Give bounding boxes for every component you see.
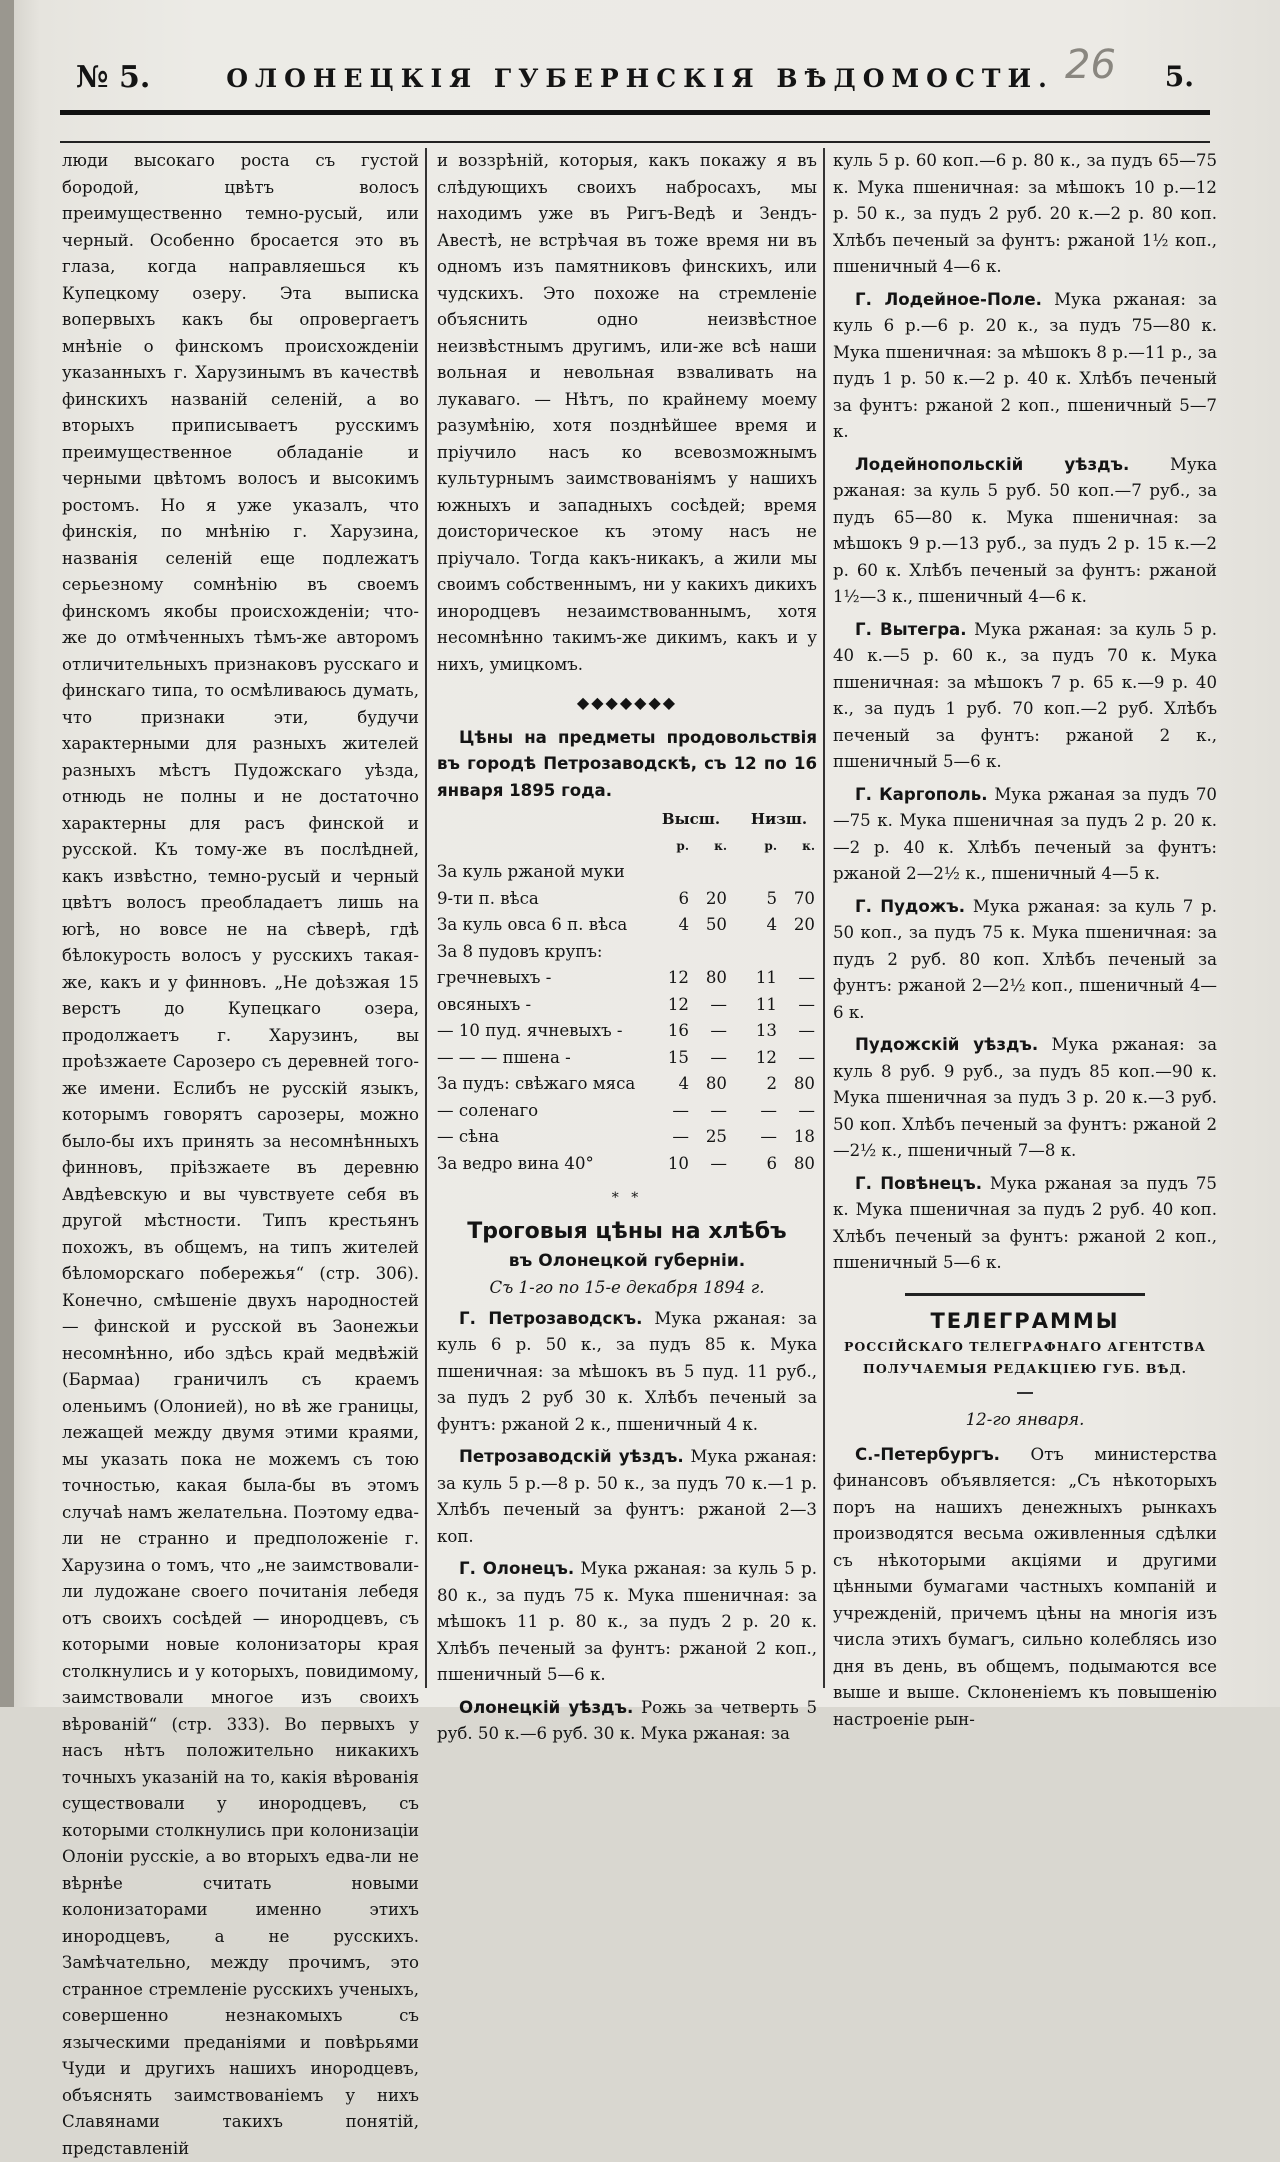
price-high-rub: 16: [667, 1021, 689, 1040]
entry-place: Г. Лодейное-Поле.: [855, 289, 1042, 309]
price-high-kop: 50: [705, 915, 727, 934]
entry-place: Г. Пудожъ.: [855, 896, 966, 916]
price-high-kop: —: [710, 1100, 727, 1120]
price-row: [437, 1098, 817, 1125]
price-high-rub: 4: [678, 915, 689, 934]
price-entry: [437, 1695, 817, 1748]
price-high-kop: —: [710, 1047, 727, 1067]
price-item: гречневыхъ -: [437, 968, 552, 987]
telegram-entry: [833, 1442, 1217, 1734]
price-high-rub: —: [672, 1127, 689, 1146]
price-low-rub: 2: [766, 1074, 777, 1093]
price-low-rub: 4: [766, 915, 777, 934]
entry-place: Г. Петрозаводскъ.: [459, 1308, 643, 1328]
price-row: [437, 939, 817, 966]
entry-place: Пудожскій уѣздъ.: [855, 1035, 1039, 1054]
newspaper-title: ОЛОНЕЦКІЯ ГУБЕРНСКІЯ ВѢДОМОСТИ.: [226, 64, 1054, 93]
trade-prices-subtitle: въ Олонецкой губерніи.: [508, 1250, 746, 1271]
entry-place: Петрозаводскій уѣздъ.: [459, 1447, 684, 1466]
price-gap: [729, 1045, 741, 1072]
price-entry: [833, 782, 1217, 888]
column-2: [437, 148, 817, 1754]
telegram-place: С.-Петербургъ.: [855, 1444, 1000, 1464]
prices-table: [437, 806, 817, 1177]
price-low-rub: [741, 939, 779, 966]
entry-text: куль 5 р. 60 коп.—6 р. 80 к., за пудъ 65—75 к. Мука пшеничная: за мѣшокъ 10 р.—12 р. 50 к., за пудъ 2 руб. 20 к.—2 р. 80 коп. Хлѣбъ печеный за фунтъ: ржаной 1½ коп., пшеничный 4—6 к.: [833, 151, 1217, 276]
price-high-kop: 80: [705, 968, 727, 987]
telegrams-date: 12-го января.: [965, 1409, 1085, 1429]
price-item: 9-ти п. вѣса: [437, 888, 539, 908]
price-high-rub: [653, 859, 691, 886]
trade-prices-title: Троговыя цѣны на хлѣбъ: [467, 1218, 787, 1244]
binding-spine: [0, 0, 14, 1707]
price-low-kop: —: [798, 1021, 815, 1040]
price-item: За пудъ: свѣжаго мяса: [437, 1074, 636, 1093]
price-low-rub: 5: [766, 888, 777, 908]
price-low-rub: —: [760, 1127, 777, 1146]
entry-text: Мука ржаная: за куль 5 р.—8 р. 50 к., за пудъ 70 к.—1 р. Хлѣбъ печеный за фунтъ: ржаной 2—3 коп.: [437, 1447, 817, 1546]
price-low-kop: 20: [793, 915, 815, 934]
price-row: [437, 1124, 817, 1151]
price-row: [437, 912, 817, 939]
telegrams-title: ТЕЛЕГРАММЫ: [930, 1308, 1120, 1333]
header-rule-thick: [60, 110, 1210, 115]
price-gap: [729, 1071, 741, 1098]
entry-place: Г. Повѣнецъ.: [855, 1173, 982, 1193]
price-entry: [437, 1444, 817, 1550]
telegram-text: Отъ министерства финансовъ объявляется: „Съ нѣкоторыхъ поръ на нашихъ денежныхъ рынкахъ производятся весьма оживленныя сдѣлки съ нѣкоторыми акціями и другими цѣнными бумагами частныхъ компаній и учрежденій, причемъ цѣны на многія изъ числа этихъ бумагъ, сильно колеблясь изо дня въ день, въ общемъ, подымаются все выше и выше. Склоненіемъ къ повышенію настроеніе рын-: [833, 1444, 1218, 1729]
article-paragraph: люди высокаго роста съ густой бородой, цвѣтъ волосъ преимущественно темно-русый, или черный. Особенно бросается это въ глаза, когда направляешься къ Купецкому озеру. Эта выписка вопервыхъ какъ бы опровергаетъ мнѣніе о финскомъ происхожденіи указанныхъ г. Харузинымъ въ качествѣ финскихъ названій селеній, а во вторыхъ приписываетъ русскимъ преимущественное обладаніе и черными цвѣтомъ волосъ и высокимъ ростомъ. Но я уже указалъ, что финскія, по мнѣнію г. Харузина, названія селеній еще подлежатъ серьезному сомнѣнію въ своемъ финскомъ якобы происхожденіи; что-же до отмѣченныхъ тѣмъ-же авторомъ отличительныхъ признаковъ русскаго и финскаго типа, то осмѣливаюсь думать, что признаки эти, будучи характерными для разныхъ жителей разныхъ мѣстъ Пудожскаго уѣзда, отнюдь не полны и не достаточно характерны для расъ финской и русской. Къ тому-же въ послѣдней, какъ извѣстно, темно-русый и черный цвѣтъ волосъ преобладаетъ лишь на югѣ, но вовсе не на сѣверѣ, гдѣ бѣлокурость волосъ у русскихъ такая-же, какъ и у финновъ. „Не доѣзжая 15 верстъ до Купецкаго озера, продолжаетъ г. Харузинъ, вы проѣзжаете Сарозеро съ деревней того-же имени. Еслибъ не русскій языкъ, которымъ говорятъ сарозеры, можно было-бы ихъ принять за несомнѣнныхъ финновъ, пріѣзжаете въ деревню Авдѣевскую и вы чувствуете себя въ другой мѣстности. Типъ крестьянъ похожъ, въ общемъ, на типъ жителей бѣломорскаго побережья“ (стр. 306). Конечно, смѣшеніе двухъ народностей — финской и русской въ Заонежьи несомнѣнно, ибо здѣсь край медвѣжій (Бармаа) граничилъ съ краемъ оленьимъ (Олонией), но вѣ же границы, лежащей между двумя этими краями, мы указать пока не можемъ съ тою точностью, какая была-бы въ этомъ случаѣ намъ желательна. Поэтому едва-ли не странно и предположеніе г. Харузина о томъ, что „не заимствовали-ли лудожане своего почитанія лебедя отъ своихъ сосѣдей — инородцевъ, съ которыми новые колонизаторы края столкнулись и у которыхъ, повидимому, заимствовали многое изъ своихъ вѣрованій“ (стр. 333). Во первыхъ у насъ нѣтъ положительно никакихъ точныхъ указаній на то, какія вѣрованія существовали у инородцевъ, съ которыми столкнулись при колонизаціи Олоніи русскіе, а во вторыхъ едва-ли не вѣрнѣе считать новыми колонизаторами именно этихъ инородцевъ, а не русскихъ. Замѣчательно, между прочимъ, это странное стремленіе русскихъ ученыхъ, совершенно незнакомыхъ съ языческими преданіями и повѣрьями Чуди и другихъ нашихъ инородцевъ, объяснять заимствованіемъ у нихъ Славянами такихъ понятій, представленій: [62, 151, 419, 2158]
price-low-kop: 80: [793, 1074, 815, 1093]
entry-text: Мука ржаная: за куль 5 р. 80 к., за пудъ 75 к. Мука пшеничная: за мѣшокъ 11 р. 80 к., за пудъ 2 р. 20 к. Хлѣбъ печеный за фунтъ: ржаной 2 коп., пшеничный 5—6 к.: [437, 1559, 817, 1684]
page-number: 5.: [1164, 60, 1194, 93]
price-low-rub: —: [760, 1100, 777, 1120]
entry-place: Г. Олонецъ.: [459, 1559, 575, 1578]
price-entry: [833, 1032, 1217, 1165]
price-low-rub: [741, 859, 779, 886]
price-item: — — — пшена -: [437, 1047, 571, 1067]
column-1: [62, 148, 419, 2162]
entry-text: Мука ржаная за пудъ 75 к. Мука пшеничная за пудъ 2 руб. 40 коп. Хлѣбъ печеный за фунтъ: ржаной 2 коп., пшеничный 5—6 к.: [833, 1173, 1217, 1272]
price-high-rub: 10: [667, 1153, 689, 1173]
article-paragraph: и воззрѣній, которыя, какъ покажу я въ слѣдующихъ своихъ набросахъ, мы находимъ уже въ Ригъ-Ведѣ и Зендъ-Авестѣ, не встрѣчая въ тоже время ни въ одномъ изъ памятниковъ финскихъ, или чудскихъ. Это похоже на стремленіе объяснить одно неизвѣстное неизвѣстнымъ другимъ, или-же всѣ наши вольная и невольная взваливать на лукаваго. — Нѣтъ, по крайнему моему разумѣнію, хотя позднѣйшее время и пріучило насъ ко всевозможнымъ культурнымъ заимствованіямъ у нашихъ южныхъ и западныхъ сосѣдей; время доисторическое къ этому насъ не пріучало. Тогда какъ-никакъ, а жили мы своимъ собственнымъ, ни у какихъ дикихъ инородцевъ незаимствованнымъ, хотя несомнѣнно такимъ-же дикимъ, какъ и у нихъ, умицкомъ.: [437, 151, 817, 674]
entry-text: Мука ржаная за пудъ 70—75 к. Мука пшеничная за пудъ 2 р. 20 к.—2 р. 40 к. Хлѣбъ печеный за фунтъ: ржаной 2—2½ к., пшеничный 4—5 к.: [833, 784, 1217, 883]
entry-place: Лодейнопольскій уѣздъ.: [855, 454, 1130, 474]
price-high-rub: 6: [678, 888, 689, 908]
entry-text: Мука ржаная: за куль 7 р. 50 коп., за пудъ 75 к. Мука пшеничная: за пудъ 2 руб. 80 коп. Хлѣбъ печеный за фунтъ: ржаной 2—2½ коп., пшеничный 4—6 к.: [833, 896, 1217, 1022]
section-stars: * *: [611, 1190, 643, 1206]
price-gap: [729, 992, 741, 1019]
price-gap: [729, 1098, 741, 1125]
column-divider-2: [823, 148, 825, 1688]
price-row: [437, 1018, 817, 1045]
entry-place: Г. Вытегра.: [855, 619, 967, 639]
price-high-kop: —: [710, 1153, 727, 1173]
price-low-kop: [779, 939, 817, 966]
price-entry: [833, 617, 1217, 776]
entry-text: Мука ржаная: за куль 6 р.—6 р. 20 к., за пудъ 75—80 к. Мука пшеничная: за мѣшокъ 8 р.—11 р., за пудъ 1 р. 50 к.—2 р. 40 к. Хлѣбъ печеный за фунтъ: ржаной 2 коп., пшеничный 5—7 к.: [833, 289, 1218, 441]
price-gap: [729, 859, 741, 886]
price-low-kop: 70: [793, 888, 815, 908]
price-gap: [729, 1124, 741, 1151]
price-row: [437, 859, 817, 886]
unit-rub: р.: [764, 838, 777, 853]
price-row: [437, 992, 817, 1019]
price-row: [437, 886, 817, 913]
price-entry: [833, 452, 1217, 611]
header-low: Низш.: [750, 810, 808, 828]
price-row: [437, 1151, 817, 1178]
price-row: [437, 1071, 817, 1098]
entry-text: Рожь за четверть 5 руб. 50 к.—6 руб. 30 к. Мука ржаная: за: [437, 1697, 817, 1743]
column-divider-1: [425, 148, 427, 1688]
entry-text: Мука ржаная: за куль 6 р. 50 к., за пудъ 85 к. Мука пшеничная: за мѣшокъ въ 5 пуд. 11 руб., за пудъ 2 руб 30 к. Хлѣбъ печеный за фунтъ: ржаной 2 к., пшеничный 4 к.: [437, 1308, 817, 1434]
unit-kop: к.: [802, 838, 815, 853]
price-row: [437, 965, 817, 992]
price-high-rub: [653, 939, 691, 966]
telegrams-received: ПОЛУЧАЕМЫЯ РЕДАКЦІЕЮ ГУБ. ВѢД.: [863, 1360, 1187, 1376]
header-high: Высш.: [661, 810, 721, 828]
price-low-kop: 80: [793, 1153, 815, 1173]
price-entry: [833, 148, 1217, 281]
price-gap: [729, 912, 741, 939]
price-low-kop: —: [798, 1100, 815, 1120]
price-item: — сѣна: [437, 1127, 500, 1146]
column-3: [833, 148, 1217, 1733]
price-high-rub: —: [672, 1100, 689, 1120]
price-gap: [729, 1151, 741, 1178]
price-item: За куль ржаной муки: [437, 862, 625, 881]
telegrams-dash: [1017, 1392, 1033, 1394]
section-rule: [905, 1293, 1145, 1296]
price-high-kop: 25: [705, 1127, 727, 1146]
price-high-rub: 15: [667, 1047, 689, 1067]
price-low-kop: [779, 859, 817, 886]
price-high-kop: 20: [705, 888, 727, 908]
price-high-kop: —: [710, 1021, 727, 1040]
price-gap: [729, 965, 741, 992]
price-high-rub: 12: [667, 994, 689, 1014]
price-low-kop: —: [798, 968, 815, 987]
price-entry: [833, 287, 1217, 446]
prices-units-row: [437, 833, 817, 860]
price-item: За 8 пудовъ крупъ:: [437, 941, 603, 961]
price-high-rub: 4: [678, 1074, 689, 1093]
price-gap: [729, 886, 741, 913]
issue-number: № 5.: [76, 60, 151, 95]
price-gap: [729, 1018, 741, 1045]
price-entry: [833, 1171, 1217, 1277]
entry-text: Мука ржаная: за куль 5 р. 40 к.—5 р. 60 к., за пудъ 70 к. Мука пшеничная: за мѣшокъ 7 р. 65 к.—9 р. 40 к., за пудъ 1 руб. 70 коп.—2 руб. Хлѣбъ печеный за фунтъ: ржаной 2 к., пшеничный 5—6 к.: [833, 619, 1217, 771]
entry-text: Мука ржаная: за куль 8 руб. 9 руб., за пудъ 85 коп.—90 к. Мука пшеничная за пудъ 3 р. 20 к.—3 руб. 50 коп. Хлѣбъ печеный за фунтъ: ржаной 2—2½ к., пшеничный 7—8 к.: [833, 1035, 1217, 1160]
price-high-kop: [691, 859, 729, 886]
price-entry: [833, 894, 1217, 1027]
price-low-rub: 11: [755, 994, 777, 1014]
price-low-rub: 11: [755, 968, 777, 987]
price-low-rub: 12: [755, 1047, 777, 1067]
entry-text: Мука ржаная: за куль 5 руб. 50 коп.—7 руб., за пудъ 65—80 к. Мука пшеничная: за мѣшокъ 9 р.—13 руб., за пудъ 2 р. 15 к.—2 р. 60 к. Хлѣбъ печеный за фунтъ: ржаной 1½—3 к., пшеничный 4—6 к.: [833, 454, 1217, 606]
price-item: — соленаго: [437, 1100, 539, 1120]
unit-kop: к.: [714, 838, 727, 853]
header-rule-thin: [60, 141, 1210, 143]
price-gap: [729, 939, 741, 966]
price-item: За ведро вина 40°: [437, 1153, 594, 1173]
telegrams-agency: РОССІЙСКАГО ТЕЛЕГРАФНАГО АГЕНТСТВА: [843, 1338, 1206, 1354]
ornament-divider: ◆◆◆◆◆◆◆: [576, 693, 678, 712]
prices-header-row: [437, 806, 817, 833]
price-item: — 10 пуд. ячневыхъ -: [437, 1021, 623, 1040]
price-high-kop: —: [710, 994, 727, 1014]
price-low-kop: —: [798, 1047, 815, 1067]
price-entry: [437, 1306, 817, 1439]
prices-table-title: Цѣны на предметы продовольствія въ городѣ Петрозаводскѣ, съ 12 по 16 января 1895 года.: [437, 727, 817, 800]
price-item: овсяныхъ -: [437, 994, 532, 1014]
price-low-kop: 18: [793, 1127, 815, 1146]
price-row: [437, 1045, 817, 1072]
price-low-kop: —: [798, 994, 815, 1014]
entry-place: Г. Каргополь.: [855, 784, 988, 804]
page-header: [60, 42, 1220, 98]
price-low-rub: 13: [755, 1021, 777, 1040]
price-high-kop: [691, 939, 729, 966]
price-entry: [437, 1556, 817, 1689]
price-high-kop: 80: [705, 1074, 727, 1093]
price-item: За куль овса 6 п. вѣса: [437, 915, 628, 934]
trade-prices-date: Съ 1-го по 15-е декабря 1894 г.: [489, 1277, 765, 1297]
handwritten-number: 26: [1065, 42, 1116, 88]
unit-rub: р.: [676, 838, 689, 853]
entry-place: Олонецкій уѣздъ.: [459, 1697, 634, 1717]
price-high-rub: 12: [667, 968, 689, 987]
price-low-rub: 6: [766, 1153, 777, 1173]
